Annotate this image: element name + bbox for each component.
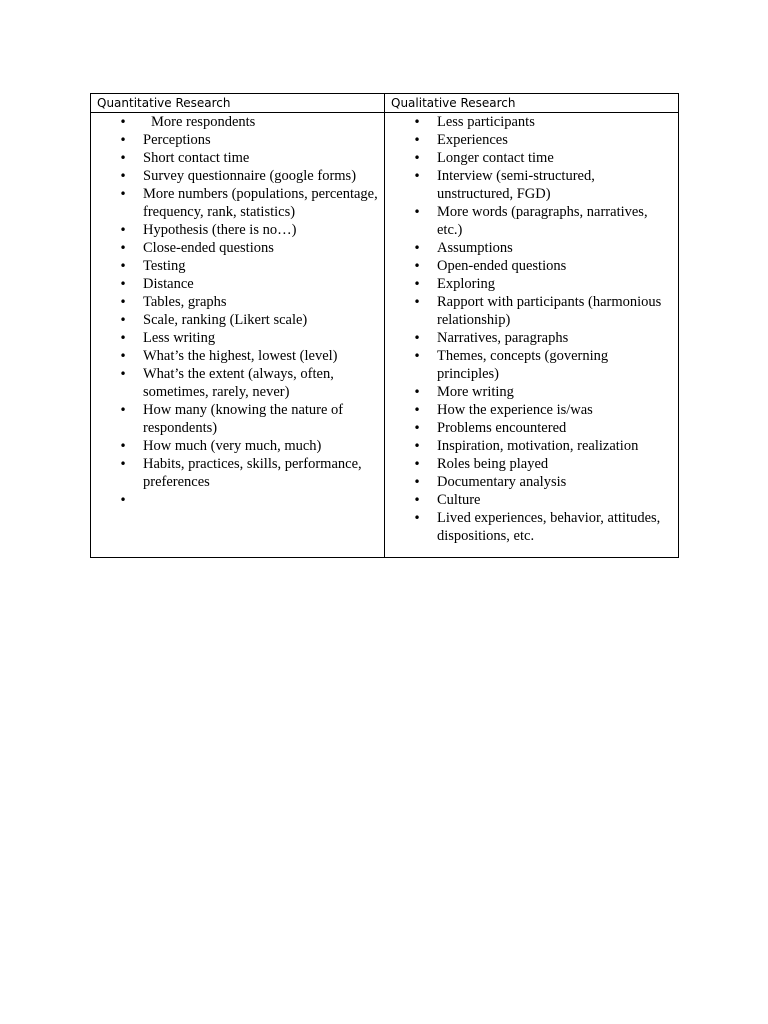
list-item bbox=[385, 509, 678, 545]
list-item-text: Less writing bbox=[143, 330, 216, 346]
qualitative-cell bbox=[385, 113, 679, 558]
bullet-icon: • bbox=[413, 439, 421, 453]
list-item-text: Survey questionnaire (google forms) bbox=[143, 168, 357, 184]
list-item bbox=[385, 329, 678, 347]
list-item bbox=[385, 383, 678, 401]
list-item bbox=[91, 491, 384, 509]
list-item-text: Less participants bbox=[437, 114, 535, 130]
comparison-table bbox=[90, 93, 679, 558]
list-item-text: Documentary analysis bbox=[437, 474, 567, 490]
list-item bbox=[385, 257, 678, 275]
bullet-icon: • bbox=[413, 475, 421, 489]
bullet-icon: • bbox=[119, 403, 127, 417]
bullet-icon: • bbox=[119, 223, 127, 237]
list-item bbox=[91, 455, 384, 491]
list-item-text: More words (paragraphs, narratives, etc.) bbox=[437, 204, 648, 238]
list-item bbox=[385, 437, 678, 455]
list-item bbox=[91, 221, 384, 239]
list-item bbox=[91, 275, 384, 293]
list-item bbox=[385, 293, 678, 329]
list-item-text: Roles being played bbox=[437, 456, 549, 472]
bullet-icon: • bbox=[413, 169, 421, 183]
list-item-text: How many (knowing the nature of respondents) bbox=[143, 402, 344, 436]
list-item-text: Habits, practices, skills, performance, preferences bbox=[143, 456, 362, 490]
bullet-icon: • bbox=[119, 169, 127, 183]
bullet-icon: • bbox=[413, 133, 421, 147]
list-item-text: More respondents bbox=[151, 114, 256, 130]
list-item bbox=[91, 329, 384, 347]
bullet-icon: • bbox=[119, 457, 127, 471]
bullet-icon: • bbox=[413, 115, 421, 129]
header-row bbox=[91, 94, 679, 113]
list-item-text: Longer contact time bbox=[437, 150, 554, 166]
bullet-icon: • bbox=[119, 241, 127, 255]
list-item-text: Rapport with participants (harmonious relationship) bbox=[437, 294, 662, 328]
content-row bbox=[91, 113, 679, 558]
bullet-icon: • bbox=[119, 349, 127, 363]
qualitative-list bbox=[385, 113, 678, 545]
list-item-text: Exploring bbox=[437, 276, 495, 292]
list-item-text: More writing bbox=[437, 384, 514, 400]
list-item-text: More numbers (populations, percentage, frequency, rank, statistics) bbox=[143, 186, 378, 220]
list-item-text: Interview (semi-structured, unstructured, FGD) bbox=[437, 168, 595, 202]
header-qualitative: Qualitative Research bbox=[385, 94, 679, 113]
list-item-text: Close-ended questions bbox=[143, 240, 274, 256]
bullet-icon: • bbox=[413, 421, 421, 435]
list-item bbox=[385, 401, 678, 419]
list-item bbox=[385, 113, 678, 131]
bullet-icon: • bbox=[413, 259, 421, 273]
quantitative-cell bbox=[91, 113, 385, 558]
bullet-icon: • bbox=[413, 403, 421, 417]
list-item bbox=[385, 347, 678, 383]
list-item bbox=[385, 239, 678, 257]
list-item bbox=[91, 185, 384, 221]
bullet-icon: • bbox=[119, 187, 127, 201]
list-item-text: Perceptions bbox=[143, 132, 211, 148]
quantitative-list bbox=[91, 113, 384, 509]
list-item-text: Inspiration, motivation, realization bbox=[437, 438, 639, 454]
list-item-text: What’s the highest, lowest (level) bbox=[143, 348, 338, 364]
bullet-icon: • bbox=[413, 511, 421, 525]
list-item bbox=[385, 455, 678, 473]
list-item bbox=[91, 365, 384, 401]
list-item bbox=[385, 149, 678, 167]
list-item bbox=[91, 311, 384, 329]
bullet-icon: • bbox=[119, 493, 127, 507]
bullet-icon: • bbox=[413, 331, 421, 345]
bullet-icon: • bbox=[119, 295, 127, 309]
bullet-icon: • bbox=[413, 151, 421, 165]
list-item bbox=[385, 419, 678, 437]
bullet-icon: • bbox=[413, 349, 421, 363]
list-item bbox=[385, 473, 678, 491]
list-item bbox=[91, 149, 384, 167]
list-item-text: Tables, graphs bbox=[143, 294, 227, 310]
list-item bbox=[385, 203, 678, 239]
bullet-icon: • bbox=[413, 295, 421, 309]
bullet-icon: • bbox=[413, 385, 421, 399]
list-item bbox=[91, 257, 384, 275]
list-item-text: Hypothesis (there is no…) bbox=[143, 222, 297, 238]
list-item bbox=[91, 113, 384, 131]
list-item bbox=[385, 491, 678, 509]
header-quantitative: Quantitative Research bbox=[91, 94, 385, 113]
list-item bbox=[91, 167, 384, 185]
list-item-text: Testing bbox=[143, 258, 186, 274]
bullet-icon: • bbox=[119, 331, 127, 345]
list-item-text: Lived experiences, behavior, attitudes, dispositions, etc. bbox=[437, 510, 661, 544]
list-item-text: Scale, ranking (Likert scale) bbox=[143, 312, 308, 328]
bullet-icon: • bbox=[119, 313, 127, 327]
bullet-icon: • bbox=[413, 493, 421, 507]
list-item-text: Themes, concepts (governing principles) bbox=[437, 348, 609, 382]
bullet-icon: • bbox=[119, 115, 127, 129]
bullet-icon: • bbox=[413, 241, 421, 255]
bullet-icon: • bbox=[119, 133, 127, 147]
list-item bbox=[91, 293, 384, 311]
bullet-icon: • bbox=[413, 277, 421, 291]
bullet-icon: • bbox=[413, 205, 421, 219]
list-item-text: Experiences bbox=[437, 132, 508, 148]
list-item-text: Distance bbox=[143, 276, 194, 292]
list-item-text: Assumptions bbox=[437, 240, 513, 256]
list-item bbox=[385, 131, 678, 149]
bullet-icon: • bbox=[413, 457, 421, 471]
list-item-text: Short contact time bbox=[143, 150, 250, 166]
bullet-icon: • bbox=[119, 439, 127, 453]
list-item-text: What’s the extent (always, often, sometimes, rarely, never) bbox=[143, 366, 334, 400]
list-item-text: How much (very much, much) bbox=[143, 438, 322, 454]
list-item bbox=[91, 347, 384, 365]
list-item-text: Culture bbox=[437, 492, 481, 508]
list-item bbox=[91, 437, 384, 455]
list-item-text: Problems encountered bbox=[437, 420, 567, 436]
bullet-icon: • bbox=[119, 277, 127, 291]
list-item bbox=[385, 167, 678, 203]
list-item bbox=[91, 131, 384, 149]
list-item-text: Open-ended questions bbox=[437, 258, 567, 274]
bullet-icon: • bbox=[119, 259, 127, 273]
bullet-icon: • bbox=[119, 151, 127, 165]
list-item bbox=[91, 239, 384, 257]
list-item bbox=[91, 401, 384, 437]
list-item-text: Narratives, paragraphs bbox=[437, 330, 569, 346]
list-item-text: How the experience is/was bbox=[437, 402, 593, 418]
list-item bbox=[385, 275, 678, 293]
bullet-icon: • bbox=[119, 367, 127, 381]
